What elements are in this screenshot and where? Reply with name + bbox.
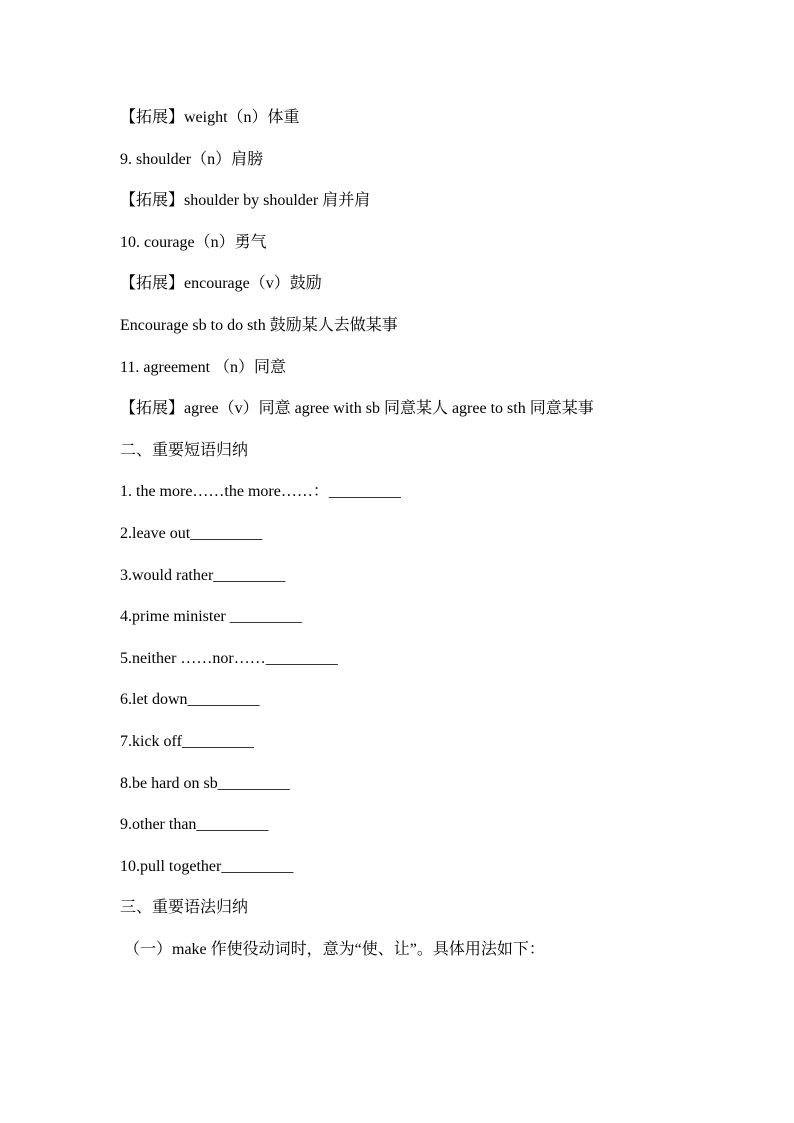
text-line: 【拓展】weight（n）体重 [120, 109, 300, 126]
phrase-item: 9.other than_________ [120, 816, 269, 834]
text-line: 10. courage（n）勇气 [120, 233, 267, 251]
text-line: 【拓展】agree（v）同意 agree with sb 同意某人 agree to sth 同意某事 [120, 400, 594, 418]
text-line: （一）make 作使役动词时，意为“使、让”。具体用法如下： [124, 940, 545, 958]
phrase-item: 10.pull together_________ [120, 857, 294, 875]
section-heading: 二、重要短语归纳 [120, 441, 249, 459]
text-line: 【拓展】encourage（v）鼓励 [120, 275, 322, 293]
document-page [120, 97, 680, 970]
phrase-item: 7.kick off_________ [120, 732, 254, 750]
phrase-item: 4.prime minister _________ [120, 608, 302, 626]
section-heading: 三、重要语法归纳 [120, 899, 249, 917]
text-line: 9. shoulder（n）肩膀 [120, 150, 264, 168]
phrase-item: 3.would rather_________ [120, 566, 286, 584]
phrase-item: 6.let down_________ [120, 691, 260, 709]
phrase-item: 1. the more……the more……：_________ [120, 483, 401, 501]
phrase-item: 8.be hard on sb_________ [120, 774, 290, 792]
text-line: 11. agreement （n）同意 [120, 358, 287, 376]
phrase-item: 2.leave out_________ [120, 524, 263, 542]
phrase-item: 5.neither ……nor……_________ [120, 649, 338, 667]
text-line: Encourage sb to do sth 鼓励某人去做某事 [120, 316, 398, 334]
text-line: 【拓展】shoulder by shoulder 肩并肩 [120, 192, 371, 210]
